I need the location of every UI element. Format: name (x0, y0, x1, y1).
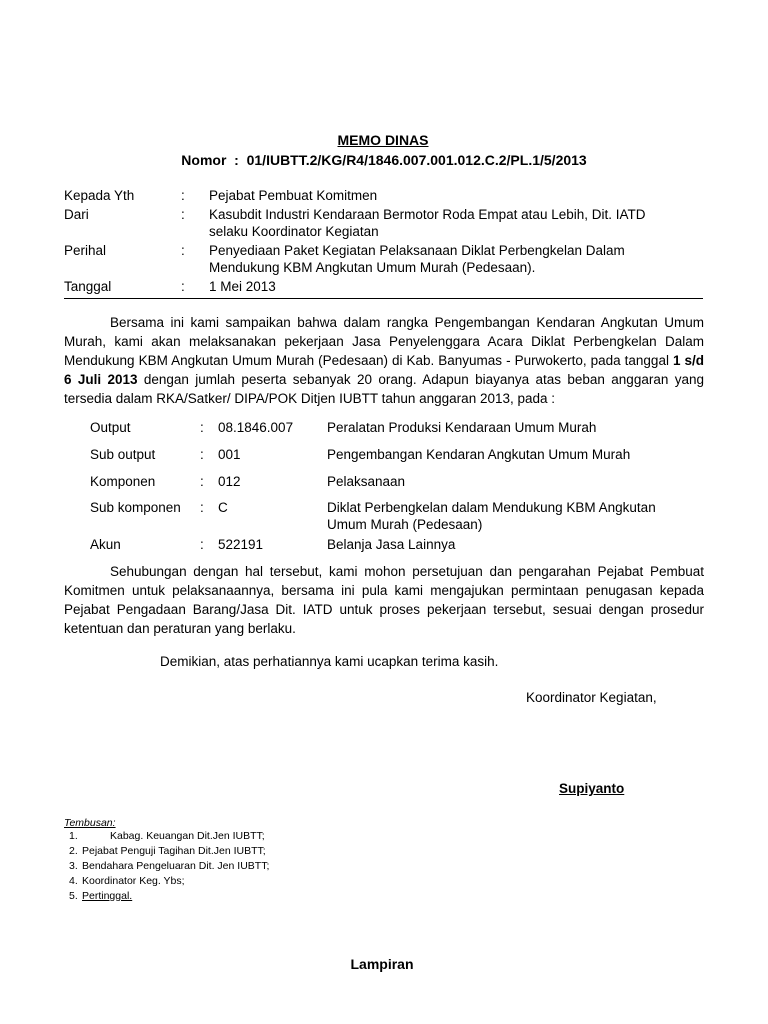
tembusan-title: Tembusan: (64, 817, 116, 829)
header-value: Kasubdit Industri Kendaraan Bermotor Roda Empat atau Lebih, Dit. IATD selaku Koordinator Kegiatan (209, 207, 646, 239)
body-text: Sehubungan dengan hal tersebut, kami mohon persetujuan dan pengarahan Pejabat Pembuat Komitmen untuk pelaksanaannya, bersama ini pula kami mengajukan permintaan penugasan kepada Pejabat Pengadaan Barang/Jasa Dit. IATD untuk proses pekerjaan tersebut, sesuai dengan prosedur ketentuan dan peraturan yang berlaku. (64, 564, 704, 636)
signer-name: Supiyanto (559, 781, 625, 796)
tembusan-item (64, 845, 266, 858)
memo-title: MEMO DINAS (337, 132, 429, 148)
budget-desc: Peralatan Produksi Kendaraan Umum Murah (327, 420, 597, 435)
tembusan-item (64, 890, 132, 903)
budget-desc: Belanja Jasa Lainnya (327, 537, 456, 552)
header-value: Penyediaan Paket Kegiatan Pelaksanaan Diklat Perbengkelan Dalam Mendukung KBM Angkutan Umum Murah (Pedesaan). (209, 243, 625, 275)
header-value: 1 Mei 2013 (209, 279, 276, 294)
budget-code: 001 (218, 447, 241, 462)
tembusan-item (64, 875, 185, 888)
tembusan-text: Kabag. Keuangan Dit.Jen IUBTT; (110, 830, 265, 842)
budget-desc: Pelaksanaan (327, 474, 406, 489)
tembusan-item (64, 830, 265, 843)
tembusan-item (64, 860, 269, 873)
header-colon: : (181, 243, 185, 258)
body-paragraph-2 (64, 562, 704, 638)
memo-number: Nomor : 01/IUBTT.2/KG/R4/1846.007.001.012.C.2/PL.1/5/2013 (181, 152, 587, 168)
header-key: Kepada Yth (64, 188, 135, 203)
budget-colon: : (200, 500, 204, 515)
budget-colon: : (200, 474, 204, 489)
header-colon: : (181, 188, 185, 203)
budget-code: 522191 (218, 537, 264, 552)
budget-code: 08.1846.007 (218, 420, 294, 435)
event-dates: 1 s/d 6 Juli 2013 (64, 353, 704, 387)
budget-desc: Diklat Perbengkelan dalam Mendukung KBM Angkutan Umum Murah (Pedesaan) (327, 500, 656, 532)
tembusan-text: Bendahara Pengeluaran Dit. Jen IUBTT; (82, 860, 270, 872)
budget-key: Komponen (90, 474, 156, 489)
budget-code: C (218, 500, 228, 515)
budget-key: Output (90, 420, 131, 435)
tembusan-num: 2. (69, 845, 78, 857)
tembusan-num: 1. (69, 830, 78, 842)
header-divider (64, 298, 703, 299)
header-key: Dari (64, 207, 89, 222)
signer-role: Koordinator Kegiatan, (526, 690, 657, 705)
body-paragraph-1 (64, 313, 704, 408)
body-text: dengan jumlah peserta sebanyak 20 orang. Adapun biayanya atas beban anggaran yang tersedia dalam RKA/Satker/ DIPA/POK Ditjen IUBTT tahun anggaran 2013, pada : (64, 372, 704, 406)
header-colon: : (181, 279, 185, 294)
budget-key: Sub output (90, 447, 156, 462)
header-key: Perihal (64, 243, 107, 258)
budget-colon: : (200, 537, 204, 552)
tembusan-text: Pejabat Penguji Tagihan Dit.Jen IUBTT; (82, 845, 266, 857)
header-key: Tanggal (64, 279, 112, 294)
tembusan-text: Koordinator Keg. Ybs; (82, 875, 185, 887)
budget-key: Akun (90, 537, 121, 552)
budget-colon: : (200, 447, 204, 462)
lampiran-heading: Lampiran (350, 956, 414, 972)
tembusan-text: Pertinggal. (82, 890, 133, 902)
tembusan-num: 5. (69, 890, 78, 902)
budget-code: 012 (218, 474, 241, 489)
budget-colon: : (200, 420, 204, 435)
tembusan-num: 3. (69, 860, 78, 872)
tembusan-num: 4. (69, 875, 78, 887)
body-text: Bersama ini kami sampaikan bahwa dalam rangka Pengembangan Kendaran Angkutan Umum Murah, kami akan melaksanakan pekerjaan Jasa Penyelenggara Acara Diklat Perbengkelan Dalam Mendukung KBM Angkutan Umum Murah (Pedesaan) di Kab. Banyumas - Purwokerto, pada tanggal (64, 315, 704, 368)
closing-line: Demikian, atas perhatiannya kami ucapkan terima kasih. (160, 654, 499, 669)
header-value: Pejabat Pembuat Komitmen (209, 188, 378, 203)
budget-desc: Pengembangan Kendaran Angkutan Umum Murah (327, 447, 631, 462)
header-colon: : (181, 207, 185, 222)
budget-key: Sub komponen (90, 500, 181, 515)
